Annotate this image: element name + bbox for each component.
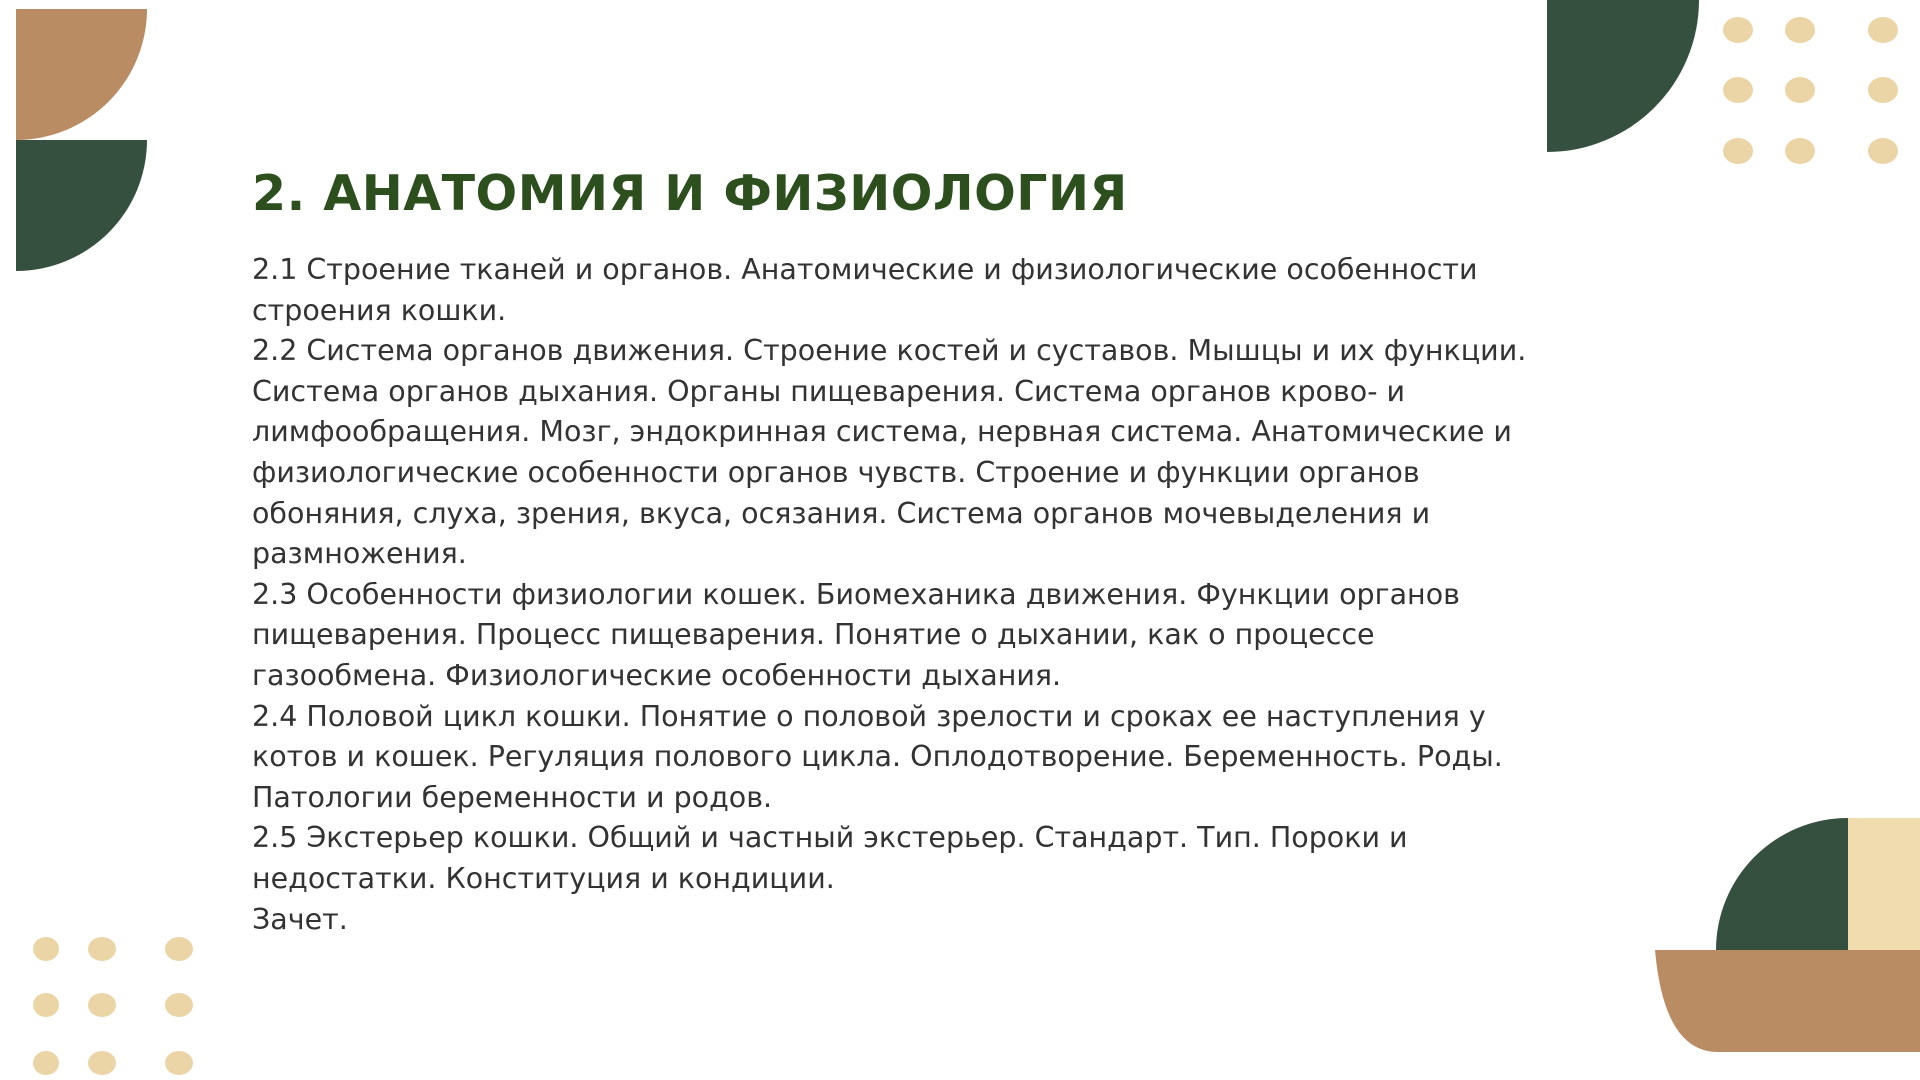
dot-grid-decoration-top-right: [1720, 14, 1900, 164]
green-half-circle-decoration: [16, 140, 147, 271]
section-2-3-paragraph: 2.3 Особенности физиологии кошек. Биомеханика движения. Функции органов пищеварения. Процесс пищеварения. Понятие о дыхании, как о процессе газообмена. Физиологические особенности дыхания.: [252, 577, 1460, 692]
bottom-right-shapes-decoration: [1652, 816, 1920, 1052]
slide-title: 2. АНАТОМИЯ И ФИЗИОЛОГИЯ: [252, 165, 1128, 222]
dot-grid-decoration-bottom-left: [30, 933, 200, 1079]
green-quarter-circle-decoration: [1547, 0, 1699, 152]
section-2-1-paragraph: 2.1 Строение тканей и органов. Анатомические и физиологические особенности строения кошки.: [252, 253, 1478, 327]
section-2-2-paragraph: 2.2 Система органов движения. Строение костей и суставов. Мышцы и их функции. Система органов дыхания. Органы пищеварения. Система органов крово- и лимфообращения. Мозг, эндокринная система, нервная система. Анатомические и физиологические особенности органов чувств. Строение и функции органов обоняния, слуха, зрения, вкуса, осязания. Система органов мочевыделения и размножения.: [252, 334, 1527, 571]
slide-body: [252, 250, 1552, 940]
tan-half-circle-decoration: [16, 9, 147, 140]
credit-test-line: Зачет.: [252, 902, 348, 936]
slide-content: [252, 160, 1552, 940]
section-2-4-paragraph: 2.4 Половой цикл кошки. Понятие о половой зрелости и сроках ее наступления у котов и кошек. Регуляция полового цикла. Оплодотворение. Беременность. Роды. Патологии беременности и родов.: [252, 699, 1503, 814]
section-2-5-paragraph: 2.5 Экстерьер кошки. Общий и частный экстерьер. Стандарт. Тип. Пороки и недостатки. Конституция и кондиции.: [252, 821, 1408, 895]
